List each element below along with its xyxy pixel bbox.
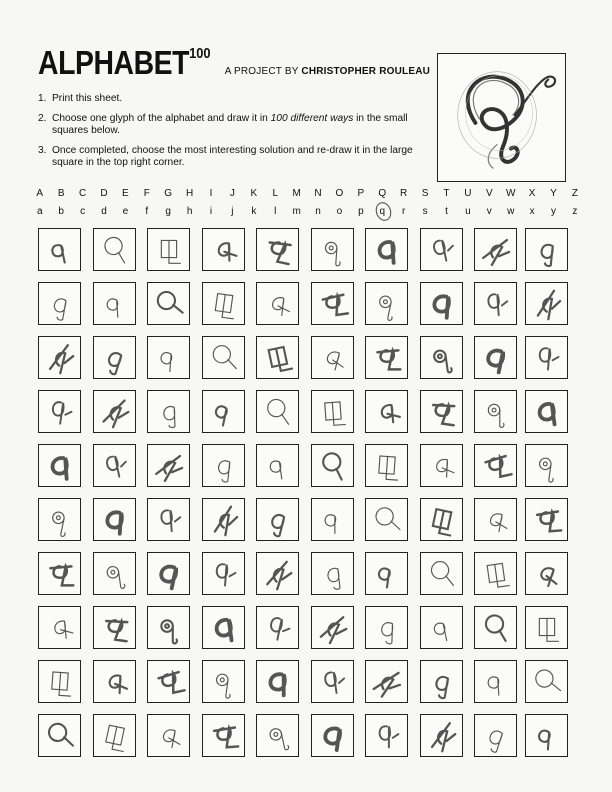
q-sketch-icon — [475, 715, 516, 756]
uppercase-letter: Y — [550, 188, 557, 199]
drawing-square — [38, 282, 81, 325]
drawing-square — [147, 552, 190, 595]
drawing-square — [256, 498, 299, 541]
uppercase-letter: B — [57, 188, 65, 199]
drawing-square — [93, 606, 136, 649]
uppercase-letter: S — [421, 188, 429, 199]
drawing-square — [525, 498, 568, 541]
q-sketch-icon — [203, 229, 244, 270]
q-sketch-icon — [312, 499, 353, 540]
lowercase-letter: h — [186, 206, 193, 217]
drawing-square — [147, 714, 190, 757]
q-sketch-icon — [203, 283, 244, 324]
drawing-square — [474, 444, 517, 487]
q-sketch-icon — [312, 391, 353, 432]
q-sketch-icon — [475, 445, 516, 486]
drawing-square — [365, 498, 408, 541]
q-sketch-icon — [148, 715, 189, 756]
q-sketch-icon — [94, 553, 135, 594]
uppercase-letter: W — [505, 188, 516, 199]
q-sketch-icon — [148, 499, 189, 540]
q-sketch-icon — [312, 553, 353, 594]
drawing-square — [474, 498, 517, 541]
selection-circle-icon — [373, 200, 394, 223]
drawing-square — [93, 282, 136, 325]
lowercase-letter: d — [101, 206, 107, 217]
drawing-square — [420, 660, 463, 703]
q-sketch-icon — [475, 337, 516, 378]
drawing-square — [38, 552, 81, 595]
drawing-square — [525, 552, 568, 595]
instruction-step-2: 2. Choose one glyph of the alphabet and draw it in 100 different ways in the small squares below. — [38, 112, 408, 137]
q-sketch-icon — [94, 391, 135, 432]
q-sketch-icon — [312, 661, 353, 702]
q-sketch-icon — [366, 553, 407, 594]
drawing-square — [474, 228, 517, 271]
lowercase-letter: n — [315, 206, 321, 217]
q-sketch-icon — [203, 661, 244, 702]
drawing-square — [256, 606, 299, 649]
drawing-square — [38, 606, 81, 649]
drawing-square — [202, 498, 245, 541]
drawing-square — [256, 336, 299, 379]
q-sketch-icon — [312, 715, 353, 756]
drawing-square — [420, 336, 463, 379]
q-sketch-icon — [366, 337, 407, 378]
drawing-square — [38, 444, 81, 487]
q-sketch-icon — [475, 553, 516, 594]
q-sketch-icon — [312, 229, 353, 270]
q-sketch-icon — [421, 283, 462, 324]
q-sketch-icon — [366, 661, 407, 702]
uppercase-letter: Q — [378, 188, 387, 199]
q-sketch-icon — [526, 391, 567, 432]
q-sketch-icon — [39, 553, 80, 594]
lowercase-letter: e — [122, 206, 129, 217]
drawing-square — [525, 606, 568, 649]
q-sketch-icon — [257, 283, 298, 324]
q-sketch-icon — [312, 445, 353, 486]
q-sketch-icon — [526, 337, 567, 378]
drawing-square — [202, 282, 245, 325]
lowercase-letter: b — [58, 206, 64, 217]
q-sketch-icon — [39, 283, 80, 324]
drawing-square — [38, 390, 81, 433]
lowercase-letter: v — [486, 206, 492, 217]
uppercase-letter: J — [229, 188, 235, 199]
uppercase-letter: M — [292, 188, 301, 199]
drawing-square — [311, 552, 354, 595]
q-sketch-icon — [148, 283, 189, 324]
drawing-square — [202, 336, 245, 379]
q-sketch-icon — [312, 607, 353, 648]
lowercase-letter: k — [251, 206, 257, 217]
drawing-square — [474, 660, 517, 703]
q-sketch-icon — [257, 499, 298, 540]
drawing-square — [311, 606, 354, 649]
drawing-square — [365, 282, 408, 325]
q-sketch-icon — [257, 715, 298, 756]
drawing-square — [202, 444, 245, 487]
drawing-square — [525, 390, 568, 433]
q-sketch-icon — [366, 499, 407, 540]
q-sketch-icon — [421, 391, 462, 432]
drawing-square — [38, 336, 81, 379]
drawing-square — [147, 390, 190, 433]
uppercase-letter: A — [36, 188, 44, 199]
q-sketch-icon — [526, 607, 567, 648]
uppercase-letter: C — [78, 188, 87, 199]
drawing-square — [311, 714, 354, 757]
q-sketch-icon — [94, 445, 135, 486]
q-sketch-icon — [475, 229, 516, 270]
drawing-square — [420, 552, 463, 595]
q-sketch-icon — [257, 229, 298, 270]
drawing-square — [474, 336, 517, 379]
q-sketch-icon — [526, 229, 567, 270]
uppercase-letter: L — [272, 188, 278, 199]
drawing-square — [147, 336, 190, 379]
q-sketch-icon — [39, 337, 80, 378]
lowercase-letter: p — [358, 206, 364, 217]
q-sketch-icon — [475, 661, 516, 702]
lowercase-letter: f — [145, 206, 149, 217]
q-sketch-icon — [203, 337, 244, 378]
drawing-square — [420, 606, 463, 649]
drawing-square — [202, 714, 245, 757]
q-sketch-icon — [475, 283, 516, 324]
q-sketch-icon — [366, 715, 407, 756]
q-sketch-icon — [366, 445, 407, 486]
q-sketch-icon — [39, 499, 80, 540]
drawing-square — [147, 498, 190, 541]
drawing-square — [525, 444, 568, 487]
lowercase-letter: i — [209, 206, 213, 217]
featured-drawing-square — [437, 53, 566, 182]
drawing-square — [256, 282, 299, 325]
drawing-square — [525, 336, 568, 379]
q-sketch-icon — [39, 229, 80, 270]
page-title: ALPHABET$^{100}$ — [38, 44, 211, 81]
uppercase-letter: I — [209, 188, 213, 199]
instruction-step-1: 1. Print this sheet. — [38, 93, 123, 104]
q-sketch-icon — [148, 229, 189, 270]
q-sketch-icon — [39, 445, 80, 486]
lowercase-letter: g — [165, 206, 171, 217]
q-sketch-icon — [312, 337, 353, 378]
lowercase-alphabet-row — [30, 206, 585, 217]
drawing-square — [202, 660, 245, 703]
q-sketch-icon — [257, 337, 298, 378]
q-sketch-icon — [148, 337, 189, 378]
drawing-square — [256, 390, 299, 433]
q-sketch-icon — [312, 283, 353, 324]
drawing-square — [93, 714, 136, 757]
q-sketch-icon — [366, 607, 407, 648]
drawing-square — [311, 444, 354, 487]
drawing-square — [256, 660, 299, 703]
drawing-square — [202, 390, 245, 433]
drawing-square — [147, 606, 190, 649]
q-sketch-icon — [148, 607, 189, 648]
q-sketch-icon — [257, 553, 298, 594]
drawing-square — [420, 714, 463, 757]
drawing-square — [311, 390, 354, 433]
lowercase-letter: x — [529, 206, 535, 217]
drawing-square — [38, 660, 81, 703]
uppercase-letter: P — [357, 188, 365, 199]
drawing-square — [256, 228, 299, 271]
q-sketch-icon — [526, 715, 567, 756]
q-sketch-icon — [526, 445, 567, 486]
drawing-square — [38, 498, 81, 541]
drawing-square — [525, 714, 568, 757]
q-sketch-icon — [148, 661, 189, 702]
drawing-square — [474, 282, 517, 325]
drawing-square — [365, 336, 408, 379]
q-sketch-icon — [257, 607, 298, 648]
q-sketch-icon — [203, 499, 244, 540]
q-sketch-icon — [421, 715, 462, 756]
drawing-square — [147, 282, 190, 325]
q-sketch-icon — [526, 499, 567, 540]
instructions-list — [38, 93, 433, 177]
uppercase-letter: F — [143, 188, 150, 199]
q-sketch-icon — [94, 607, 135, 648]
drawing-square — [256, 444, 299, 487]
lowercase-letter: a — [36, 206, 43, 217]
instruction-step-3: 3. Once completed, choose the most interesting solution and re-draw it in the large square in the top right corner. — [38, 144, 413, 169]
drawing-square — [474, 606, 517, 649]
drawing-square — [311, 282, 354, 325]
drawing-square — [38, 714, 81, 757]
drawing-square — [311, 660, 354, 703]
q-sketch-icon — [421, 553, 462, 594]
uppercase-letter: V — [485, 188, 493, 199]
drawing-square — [202, 228, 245, 271]
lowercase-letter: m — [292, 206, 301, 217]
drawing-square — [365, 660, 408, 703]
uppercase-letter: T — [443, 188, 450, 199]
q-sketch-icon — [203, 553, 244, 594]
drawing-square — [420, 228, 463, 271]
q-sketch-icon — [203, 607, 244, 648]
q-sketch-icon — [366, 283, 407, 324]
q-sketch-icon — [475, 391, 516, 432]
q-sketch-icon — [366, 229, 407, 270]
q-sketch-icon — [203, 445, 244, 486]
drawing-square — [147, 660, 190, 703]
drawing-square — [202, 606, 245, 649]
q-sketch-icon — [94, 283, 135, 324]
drawing-square — [420, 390, 463, 433]
uppercase-letter: X — [528, 188, 536, 199]
drawing-square — [311, 228, 354, 271]
title-row — [38, 46, 430, 79]
drawing-square — [474, 552, 517, 595]
lowercase-letter: o — [336, 206, 343, 217]
lowercase-letter: l — [274, 206, 277, 217]
drawing-square — [93, 390, 136, 433]
uppercase-letter: D — [100, 188, 108, 199]
q-sketch-icon — [421, 607, 462, 648]
q-sketch-icon — [366, 391, 407, 432]
lowercase-letter: s — [422, 206, 428, 217]
drawing-square — [93, 660, 136, 703]
drawing-square — [365, 228, 408, 271]
drawing-square — [474, 390, 517, 433]
q-sketch-icon — [526, 553, 567, 594]
q-sketch-icon — [148, 391, 189, 432]
uppercase-letter: U — [464, 188, 472, 199]
lowercase-letter: z — [572, 206, 578, 217]
q-sketch-icon — [39, 715, 80, 756]
drawing-square — [525, 660, 568, 703]
q-sketch-icon — [94, 715, 135, 756]
q-sketch-icon — [475, 607, 516, 648]
drawing-square — [525, 228, 568, 271]
q-sketch-icon — [94, 229, 135, 270]
uppercase-letter: O — [335, 188, 344, 199]
drawing-square — [365, 552, 408, 595]
uppercase-letter: H — [185, 188, 194, 199]
q-sketch-icon — [421, 499, 462, 540]
drawing-square — [474, 714, 517, 757]
drawing-square — [525, 282, 568, 325]
lowercase-letter: c — [80, 206, 86, 217]
q-sketch-icon — [39, 391, 80, 432]
drawing-square — [365, 714, 408, 757]
q-sketch-icon — [475, 499, 516, 540]
q-sketch-icon — [257, 445, 298, 486]
drawing-square — [365, 444, 408, 487]
q-sketch-icon — [526, 661, 567, 702]
drawing-square — [256, 714, 299, 757]
uppercase-alphabet-row — [30, 188, 585, 199]
drawing-square — [311, 498, 354, 541]
lowercase-letter: w — [507, 206, 515, 217]
q-sketch-icon — [94, 661, 135, 702]
lowercase-letter: j — [231, 206, 234, 217]
q-sketch-icon — [148, 445, 189, 486]
uppercase-letter: R — [400, 188, 408, 199]
drawing-square — [147, 228, 190, 271]
drawing-square — [38, 228, 81, 271]
drawing-square — [93, 444, 136, 487]
drawing-square — [365, 390, 408, 433]
lowercase-letter: u — [465, 206, 471, 217]
lowercase-letter: t — [445, 206, 448, 217]
q-sketch-icon — [257, 391, 298, 432]
drawing-square — [93, 552, 136, 595]
q-sketch-icon — [526, 283, 567, 324]
q-sketch-icon — [39, 661, 80, 702]
author-name: CHRISTOPHER ROULEAU — [301, 66, 431, 77]
uppercase-letter: G — [164, 188, 173, 199]
drawing-square — [420, 282, 463, 325]
drawing-square — [93, 498, 136, 541]
q-sketch-icon — [257, 661, 298, 702]
uppercase-letter: N — [314, 188, 322, 199]
q-sketch-icon — [94, 499, 135, 540]
drawing-square — [202, 552, 245, 595]
drawing-square — [365, 606, 408, 649]
lowercase-letter: r — [401, 206, 406, 217]
title-superscript: 100 — [189, 45, 211, 62]
q-sketch-icon — [421, 229, 462, 270]
lowercase-letter: y — [551, 206, 556, 217]
drawing-square — [93, 336, 136, 379]
lowercase-letter: q — [373, 206, 393, 217]
drawing-square — [420, 498, 463, 541]
drawing-grid — [38, 228, 568, 766]
q-sketch-icon — [94, 337, 135, 378]
q-sketch-icon — [421, 661, 462, 702]
uppercase-letter: Z — [571, 188, 578, 199]
q-sketch-icon — [421, 445, 462, 486]
q-sketch-icon — [203, 715, 244, 756]
drawing-square — [256, 552, 299, 595]
drawing-square — [93, 228, 136, 271]
q-sketch-icon — [203, 391, 244, 432]
byline: A PROJECT BY CHRISTOPHER ROULEAU — [224, 66, 431, 77]
uppercase-letter: E — [122, 188, 129, 199]
q-sketch-icon — [421, 337, 462, 378]
drawing-square — [311, 336, 354, 379]
q-sketch-icon — [148, 553, 189, 594]
drawing-square — [420, 444, 463, 487]
drawing-square — [147, 444, 190, 487]
uppercase-letter: K — [250, 188, 258, 199]
featured-q-drawing — [438, 54, 565, 181]
q-sketch-icon — [39, 607, 80, 648]
